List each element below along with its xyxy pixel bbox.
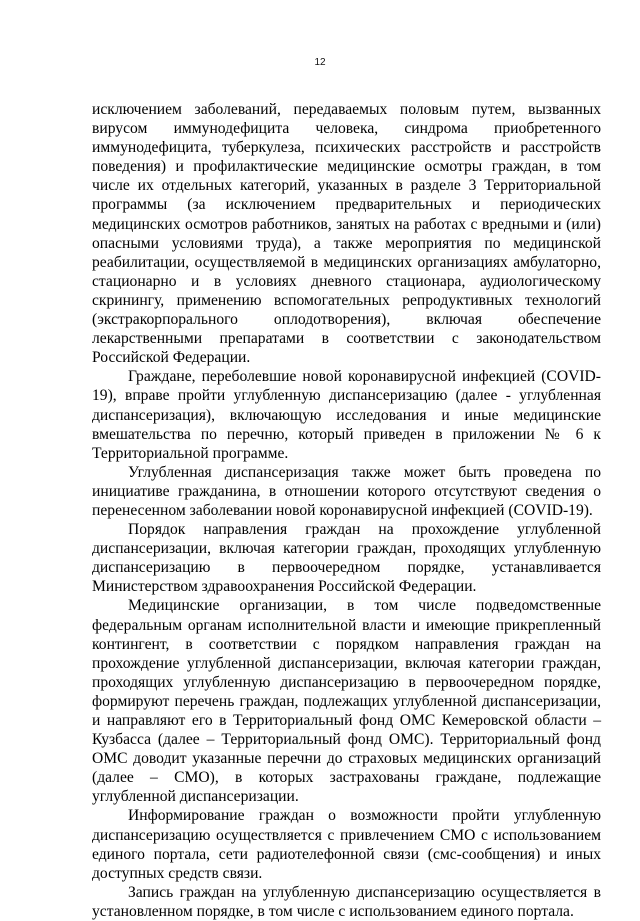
paragraph-informing-citizens: Информирование граждан о возможности пройти углубленную диспансеризацию осуществляется с привлечением СМО с использованием единого портала, сети радиотелефонной связи (смс-сообщения) и иных доступных средств связи.	[92, 807, 601, 882]
paragraph-covid-eligibility: Граждане, переболевшие новой коронавирусной инфекцией (COVID-19), вправе пройти углубленную диспансеризацию (далее - углубленная диспансеризация), включающую исследования и иные медицинские вмешательства по перечню, который приведен в приложении № 6 к Территориальной программе.	[92, 368, 601, 462]
page-number: 12	[314, 57, 326, 68]
paragraph-citizen-initiative: Углубленная диспансеризация также может быть проведена по инициативе гражданина, в отношении которого отсутствуют сведения о перенесенном заболевании новой коронавирусной инфекцией (COVID-19).	[92, 463, 601, 519]
paragraph-continued: исключением заболеваний, передаваемых половым путем, вызванных вирусом иммунодефицита человека, синдрома приобретенного иммунодефицита, туберкулеза, психических расстройств и расстройств поведения) и профилактические медицинские осмотры граждан, в том числе их отдельных категорий, указанных в разделе 3 Территориальной программы (за исключением предварительных и периодических медицинских осмотров работников, занятых на работах с вредными и (или) опасными условиями труда), а также мероприятия по медицинской реабилитации, осуществляемой в медицинских организациях амбулаторно, стационарно и в условиях дневного стационара, аудиологическому скринингу, применению вспомогательных репродуктивных технологий (экстракорпорального оплодотворения), включая обеспечение лекарственными препаратами в соответствии с законодательством Российской Федерации.	[92, 101, 601, 367]
paragraph-referral-procedure: Порядок направления граждан на прохождение углубленной диспансеризации, включая категории граждан, проходящих углубленную диспансеризацию в первоочередном порядке, устанавливается Министерством здравоохранения Российской Федерации.	[92, 521, 601, 596]
paragraph-registration: Запись граждан на углубленную диспансеризацию осуществляется в установленном порядке, в том числе с использованием единого портала.	[92, 883, 601, 920]
paragraph-medical-organizations: Медицинские организации, в том числе подведомственные федеральным органам исполнительной власти и имеющие прикрепленный контингент, в соответствии с порядком направления граждан на прохождение углубленной диспансеризации, включая категории граждан, проходящих углубленную диспансеризацию в первоочередном порядке, формируют перечень граждан, подлежащих углубленной диспансеризации, и направляют его в Территориальный фонд ОМС Кемеровской области – Кузбасса (далее – Территориальный фонд ОМС). Территориальный фонд ОМС доводит указанные перечни до страховых медицинских организаций (далее – СМО), в которых застрахованы граждане, подлежащие углубленной диспансеризации.	[92, 597, 601, 806]
document-body	[92, 100, 601, 921]
